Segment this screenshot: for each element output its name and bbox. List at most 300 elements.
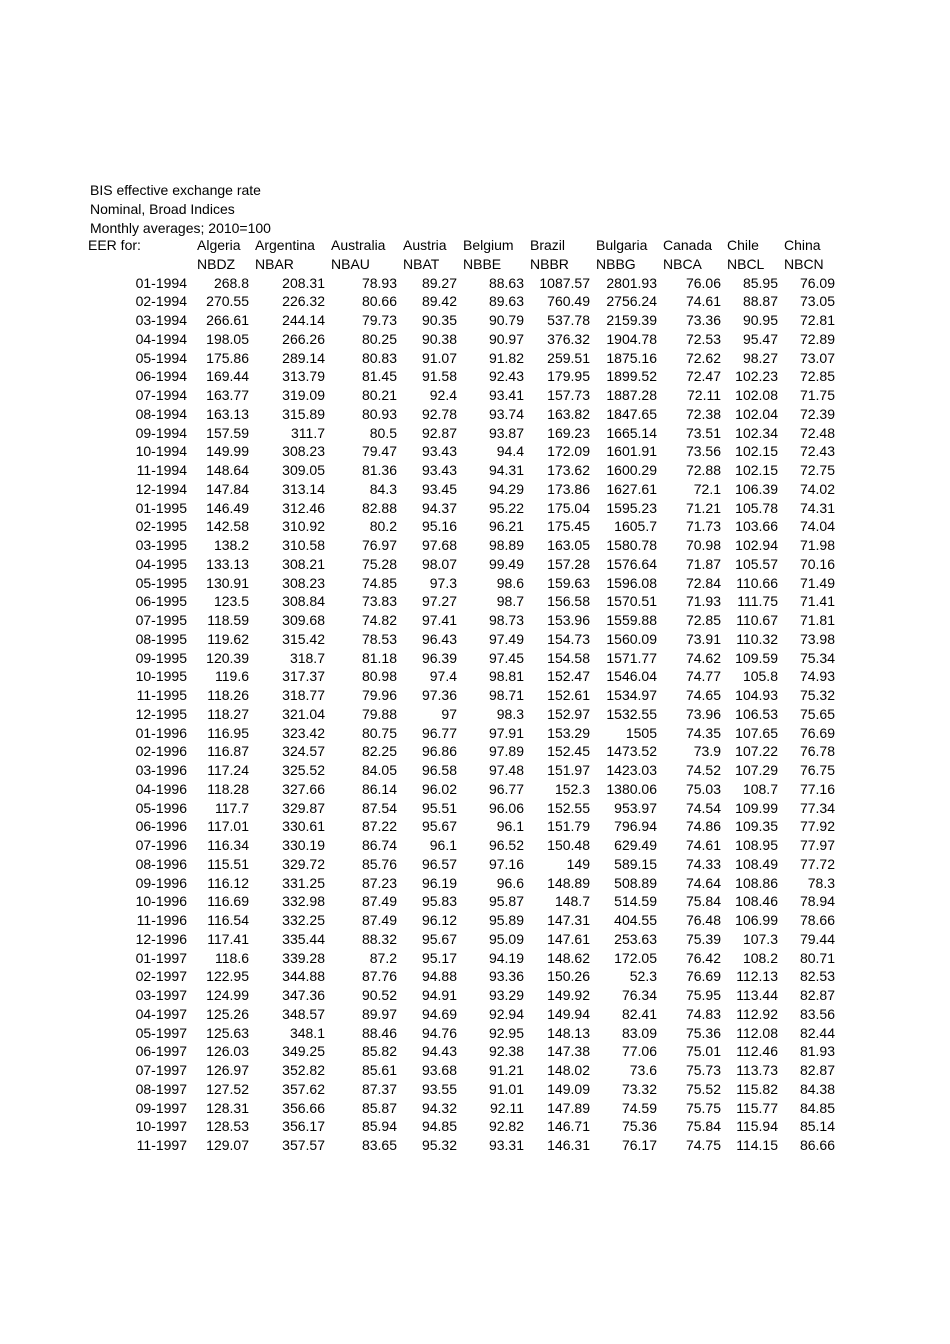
value-cell: 87.76	[361, 968, 397, 985]
value-cell: 150.48	[547, 837, 590, 853]
value-cell: 71.81	[799, 612, 835, 628]
value-cell: 106.53	[735, 705, 778, 722]
value-cell: 71.93	[685, 593, 721, 610]
value-cell: 88.46	[361, 1024, 397, 1041]
value-cell: 125.26	[206, 1005, 249, 1022]
value-cell: 109.35	[735, 818, 778, 835]
value-cell: 76.34	[621, 987, 657, 1003]
date-cell: 03-1994	[135, 312, 187, 328]
value-cell: 589.15	[614, 855, 657, 872]
value-cell: 95.67	[421, 930, 457, 947]
value-cell: 71.87	[685, 555, 721, 572]
value-cell: 1423.03	[606, 762, 657, 778]
value-cell: 74.82	[361, 612, 397, 628]
value-cell: 75.84	[685, 1118, 721, 1135]
value-cell: 93.45	[421, 480, 457, 497]
value-cell: 347.36	[282, 987, 325, 1003]
value-cell: 152.61	[547, 687, 590, 703]
value-cell: 82.88	[361, 499, 397, 516]
value-cell: 79.47	[361, 443, 397, 460]
value-cell: 118.27	[207, 705, 249, 722]
value-cell: 116.95	[207, 724, 249, 741]
value-cell: 319.09	[282, 387, 325, 403]
value-cell: 253.63	[614, 930, 657, 947]
value-cell: 148.89	[547, 874, 590, 891]
value-cell: 163.05	[547, 537, 590, 553]
value-cell: 87.54	[361, 799, 397, 816]
code-header-row	[88, 255, 837, 274]
value-cell: 1559.88	[606, 612, 657, 628]
value-cell: 74.52	[685, 762, 721, 778]
value-cell: 93.55	[421, 1080, 457, 1097]
value-cell: 149.94	[547, 1005, 590, 1022]
value-cell: 329.72	[282, 855, 325, 872]
value-cell: 98.07	[421, 555, 457, 572]
value-cell: 98.7	[496, 593, 524, 610]
value-cell: 150.26	[547, 968, 590, 985]
value-cell: 91.21	[488, 1062, 524, 1078]
value-cell: 98.3	[496, 705, 524, 722]
table-row	[88, 742, 837, 761]
date-cell: 01-1996	[135, 724, 187, 741]
value-cell: 80.5	[369, 424, 397, 441]
value-cell: 90.52	[361, 987, 397, 1003]
table-row	[88, 930, 837, 949]
value-cell: 151.97	[547, 762, 590, 778]
value-cell: 96.21	[488, 518, 524, 535]
value-cell: 308.21	[282, 555, 325, 572]
value-cell: 82.87	[799, 987, 835, 1003]
value-cell: 953.97	[614, 799, 657, 816]
value-cell: 148.7	[554, 893, 590, 910]
table-row	[88, 892, 837, 911]
value-cell: 82.87	[799, 1062, 835, 1078]
table-row	[88, 1042, 837, 1061]
value-cell: 318.77	[282, 687, 325, 703]
value-cell: 321.04	[282, 705, 325, 722]
value-cell: 92.4	[429, 387, 457, 403]
table-row	[88, 630, 837, 649]
value-cell: 80.93	[361, 405, 397, 422]
code-header: NBBE	[463, 255, 502, 272]
value-cell: 123.5	[213, 593, 249, 610]
value-cell: 92.78	[421, 405, 457, 422]
value-cell: 91.01	[488, 1080, 524, 1097]
table-row	[88, 836, 837, 855]
value-cell: 95.47	[742, 330, 778, 347]
value-cell: 74.61	[685, 293, 721, 310]
value-cell: 93.43	[421, 443, 457, 460]
value-cell: 84.3	[369, 480, 397, 497]
country-header: Argentina	[255, 237, 315, 253]
date-cell: 11-1994	[136, 462, 187, 478]
table-row	[88, 480, 837, 499]
value-cell: 115.77	[736, 1099, 778, 1116]
value-cell: 105.78	[735, 499, 778, 516]
table-row	[88, 536, 837, 555]
value-cell: 142.58	[206, 518, 249, 535]
value-cell: 94.31	[488, 462, 524, 478]
value-cell: 172.09	[547, 443, 590, 460]
value-cell: 97.3	[429, 574, 457, 591]
value-cell: 73.9	[693, 743, 721, 760]
value-cell: 92.95	[488, 1024, 524, 1041]
table-row	[88, 986, 837, 1005]
table-row	[88, 1080, 837, 1099]
value-cell: 118.26	[207, 687, 249, 703]
value-cell: 87.22	[361, 818, 397, 835]
value-cell: 111.75	[737, 593, 778, 610]
value-cell: 152.55	[547, 799, 590, 816]
date-cell: 11-1996	[136, 912, 187, 928]
date-cell: 06-1996	[135, 818, 187, 835]
value-cell: 312.46	[282, 499, 325, 516]
value-cell: 348.1	[289, 1024, 325, 1041]
value-cell: 91.07	[421, 349, 457, 366]
value-cell: 508.89	[614, 874, 657, 891]
value-cell: 96.58	[421, 762, 457, 778]
value-cell: 72.88	[685, 462, 721, 478]
value-cell: 75.03	[685, 780, 721, 797]
table-row	[88, 761, 837, 780]
date-cell: 10-1996	[135, 893, 187, 910]
value-cell: 76.78	[799, 743, 835, 760]
value-cell: 72.75	[799, 462, 835, 478]
value-cell: 76.09	[799, 274, 835, 291]
value-cell: 153.96	[547, 612, 590, 628]
value-cell: 117.41	[207, 930, 249, 947]
value-cell: 72.85	[799, 368, 835, 385]
country-header: Belgium	[463, 237, 514, 253]
value-cell: 107.3	[742, 930, 778, 947]
value-cell: 1505	[625, 724, 657, 741]
value-cell: 71.98	[799, 537, 835, 553]
date-cell: 03-1997	[135, 987, 187, 1003]
table-row	[88, 274, 837, 293]
table-row	[88, 555, 837, 574]
value-cell: 79.73	[361, 312, 397, 328]
value-cell: 113.73	[736, 1062, 778, 1078]
value-cell: 97.89	[488, 743, 524, 760]
value-cell: 96.6	[496, 874, 524, 891]
value-cell: 92.87	[421, 424, 457, 441]
value-cell: 157.28	[547, 555, 590, 572]
table-row	[88, 311, 837, 330]
value-cell: 98.71	[488, 687, 524, 703]
value-cell: 169.23	[547, 424, 590, 441]
table-row	[88, 292, 837, 311]
table-row	[88, 1117, 837, 1136]
value-cell: 152.3	[554, 780, 590, 797]
value-cell: 89.42	[421, 293, 457, 310]
date-cell: 03-1996	[135, 762, 187, 778]
value-cell: 97.16	[488, 855, 524, 872]
value-cell: 117.01	[207, 818, 249, 835]
value-cell: 81.45	[361, 368, 397, 385]
value-cell: 356.17	[282, 1118, 325, 1135]
table-row	[88, 1136, 837, 1155]
value-cell: 78.66	[799, 912, 835, 928]
value-cell: 80.66	[361, 293, 397, 310]
value-cell: 74.64	[685, 874, 721, 891]
value-cell: 74.83	[685, 1005, 721, 1022]
value-cell: 118.59	[207, 612, 249, 628]
value-cell: 92.43	[488, 368, 524, 385]
table-row	[88, 874, 837, 893]
country-header: Algeria	[197, 237, 241, 253]
value-cell: 146.71	[547, 1118, 590, 1135]
value-cell: 96.43	[421, 630, 457, 647]
value-cell: 95.22	[488, 499, 524, 516]
value-cell: 92.82	[488, 1118, 524, 1135]
value-cell: 107.22	[735, 743, 778, 760]
value-cell: 75.52	[685, 1080, 721, 1097]
value-cell: 90.79	[488, 312, 524, 328]
table-row	[88, 949, 837, 968]
value-cell: 335.44	[282, 930, 325, 947]
value-cell: 94.32	[421, 1099, 457, 1116]
value-cell: 159.63	[547, 574, 590, 591]
value-cell: 514.59	[614, 893, 657, 910]
value-cell: 75.95	[685, 987, 721, 1003]
value-cell: 1571.77	[606, 649, 657, 666]
value-cell: 93.29	[488, 987, 524, 1003]
value-cell: 80.98	[361, 668, 397, 685]
value-cell: 89.97	[361, 1005, 397, 1022]
value-cell: 309.68	[282, 612, 325, 628]
date-cell: 02-1994	[135, 293, 187, 310]
value-cell: 179.95	[547, 368, 590, 385]
value-cell: 127.52	[206, 1080, 249, 1097]
value-cell: 126.97	[206, 1062, 249, 1078]
value-cell: 72.89	[799, 330, 835, 347]
value-cell: 96.12	[421, 912, 457, 928]
value-cell: 93.36	[488, 968, 524, 985]
value-cell: 147.61	[547, 930, 590, 947]
date-cell: 12-1994	[135, 480, 187, 497]
date-cell: 04-1997	[135, 1005, 187, 1022]
value-cell: 330.61	[282, 818, 325, 835]
value-cell: 108.2	[742, 949, 778, 966]
value-cell: 95.09	[488, 930, 524, 947]
value-cell: 80.75	[361, 724, 397, 741]
value-cell: 85.94	[361, 1118, 397, 1135]
value-cell: 118.6	[215, 949, 249, 966]
value-cell: 107.65	[735, 724, 778, 741]
date-cell: 04-1996	[135, 780, 187, 797]
value-cell: 75.01	[685, 1043, 721, 1060]
value-cell: 96.1	[496, 818, 524, 835]
value-cell: 266.61	[206, 312, 249, 328]
value-cell: 73.07	[799, 349, 835, 366]
value-cell: 109.59	[735, 649, 778, 666]
value-cell: 226.32	[282, 293, 325, 310]
value-cell: 1380.06	[606, 780, 657, 797]
value-cell: 1087.57	[539, 274, 590, 291]
value-cell: 102.04	[735, 405, 778, 422]
table-row	[88, 967, 837, 986]
value-cell: 2801.93	[606, 274, 657, 291]
date-cell: 09-1994	[135, 424, 187, 441]
value-cell: 112.08	[736, 1024, 778, 1041]
table-row	[88, 911, 837, 930]
value-cell: 102.23	[735, 368, 778, 385]
value-cell: 125.63	[206, 1024, 249, 1041]
value-cell: 99.49	[488, 555, 524, 572]
date-cell: 04-1994	[135, 330, 187, 347]
table-row	[88, 386, 837, 405]
value-cell: 72.53	[685, 330, 721, 347]
value-cell: 156.58	[547, 593, 590, 610]
value-cell: 108.95	[735, 837, 778, 853]
value-cell: 119.6	[215, 668, 249, 685]
value-cell: 80.71	[799, 949, 835, 966]
value-cell: 86.66	[799, 1137, 835, 1153]
value-cell: 87.49	[361, 893, 397, 910]
date-cell: 05-1995	[135, 574, 187, 591]
value-cell: 73.56	[685, 443, 721, 460]
value-cell: 112.46	[736, 1043, 778, 1060]
table-row	[88, 724, 837, 743]
value-cell: 311.7	[291, 424, 325, 441]
value-cell: 112.13	[736, 968, 778, 985]
value-cell: 102.34	[735, 424, 778, 441]
value-cell: 148.13	[547, 1024, 590, 1041]
value-cell: 110.66	[736, 574, 778, 591]
country-header: China	[784, 237, 821, 253]
table-row	[88, 1024, 837, 1043]
value-cell: 93.43	[421, 462, 457, 478]
value-cell: 154.58	[547, 649, 590, 666]
value-cell: 308.23	[282, 443, 325, 460]
value-cell: 152.45	[547, 743, 590, 760]
value-cell: 79.88	[361, 705, 397, 722]
value-cell: 96.52	[488, 837, 524, 853]
table-row	[88, 499, 837, 518]
value-cell: 72.38	[685, 405, 721, 422]
value-cell: 91.58	[421, 368, 457, 385]
value-cell: 80.21	[361, 387, 397, 403]
value-cell: 96.1	[429, 837, 457, 853]
date-cell: 05-1996	[135, 799, 187, 816]
value-cell: 95.16	[421, 518, 457, 535]
value-cell: 97.68	[421, 537, 457, 553]
value-cell: 330.19	[282, 837, 325, 853]
value-cell: 147.89	[547, 1099, 590, 1116]
value-cell: 175.45	[547, 518, 590, 535]
value-cell: 357.62	[282, 1080, 325, 1097]
value-cell: 1601.91	[606, 443, 657, 460]
value-cell: 325.52	[282, 762, 325, 778]
value-cell: 76.48	[685, 912, 721, 928]
value-cell: 85.76	[361, 855, 397, 872]
value-cell: 93.31	[488, 1137, 524, 1153]
value-cell: 2756.24	[606, 293, 657, 310]
value-cell: 313.14	[282, 480, 325, 497]
table-row	[88, 649, 837, 668]
value-cell: 124.99	[206, 987, 249, 1003]
value-cell: 52.3	[629, 968, 657, 985]
date-cell: 02-1995	[135, 518, 187, 535]
value-cell: 102.94	[735, 537, 778, 553]
value-cell: 357.57	[282, 1137, 325, 1153]
value-cell: 108.49	[735, 855, 778, 872]
value-cell: 352.82	[282, 1062, 325, 1078]
value-cell: 116.69	[207, 893, 249, 910]
date-cell: 09-1996	[135, 874, 187, 891]
value-cell: 323.42	[282, 724, 325, 741]
value-cell: 98.81	[488, 668, 524, 685]
code-header: NBDZ	[197, 255, 236, 272]
value-cell: 1595.23	[606, 499, 657, 516]
value-cell: 148.64	[206, 462, 249, 478]
date-cell: 11-1997	[136, 1137, 187, 1153]
value-cell: 72.1	[693, 480, 721, 497]
value-cell: 96.77	[488, 780, 524, 797]
value-cell: 77.16	[799, 780, 835, 797]
value-cell: 309.05	[282, 462, 325, 478]
value-cell: 94.88	[421, 968, 457, 985]
value-cell: 75.75	[685, 1099, 721, 1116]
value-cell: 85.14	[799, 1118, 835, 1135]
value-cell: 72.81	[799, 312, 835, 328]
table-row	[88, 517, 837, 536]
value-cell: 74.35	[685, 724, 721, 741]
value-cell: 78.53	[361, 630, 397, 647]
code-header: NBCN	[784, 255, 824, 272]
value-cell: 85.95	[742, 274, 778, 291]
value-cell: 74.02	[799, 480, 835, 497]
value-cell: 104.93	[735, 687, 778, 703]
country-header: Bulgaria	[596, 237, 648, 253]
value-cell: 266.26	[282, 330, 325, 347]
value-cell: 348.57	[282, 1005, 325, 1022]
value-cell: 94.69	[421, 1005, 457, 1022]
value-cell: 1887.28	[606, 387, 657, 403]
value-cell: 1570.51	[606, 593, 657, 610]
value-cell: 84.85	[799, 1099, 835, 1116]
value-cell: 76.75	[799, 762, 835, 778]
date-cell: 04-1995	[135, 555, 187, 572]
table-row	[88, 855, 837, 874]
value-cell: 310.92	[282, 518, 325, 535]
value-cell: 86.74	[361, 837, 397, 853]
value-cell: 73.6	[629, 1062, 657, 1078]
value-cell: 289.14	[282, 349, 325, 366]
value-cell: 89.63	[488, 293, 524, 310]
value-cell: 126.03	[206, 1043, 249, 1060]
value-cell: 120.39	[206, 649, 249, 666]
date-cell: 08-1995	[135, 630, 187, 647]
code-header: NBBR	[530, 255, 569, 272]
value-cell: 72.48	[799, 424, 835, 441]
value-cell: 77.06	[621, 1043, 657, 1060]
sheet-title: BIS effective exchange rate	[90, 182, 261, 198]
value-cell: 81.18	[361, 649, 397, 666]
value-cell: 97.4	[429, 668, 457, 685]
value-cell: 92.38	[488, 1043, 524, 1060]
value-cell: 1546.04	[606, 668, 657, 685]
value-cell: 76.97	[361, 537, 397, 553]
value-cell: 76.69	[685, 968, 721, 985]
code-header: NBAR	[255, 255, 294, 272]
country-header: Australia	[331, 237, 386, 253]
date-cell: 06-1997	[135, 1043, 187, 1060]
value-cell: 404.55	[614, 912, 657, 928]
value-cell: 308.84	[282, 593, 325, 610]
value-cell: 71.75	[799, 387, 835, 403]
value-cell: 115.51	[207, 855, 249, 872]
